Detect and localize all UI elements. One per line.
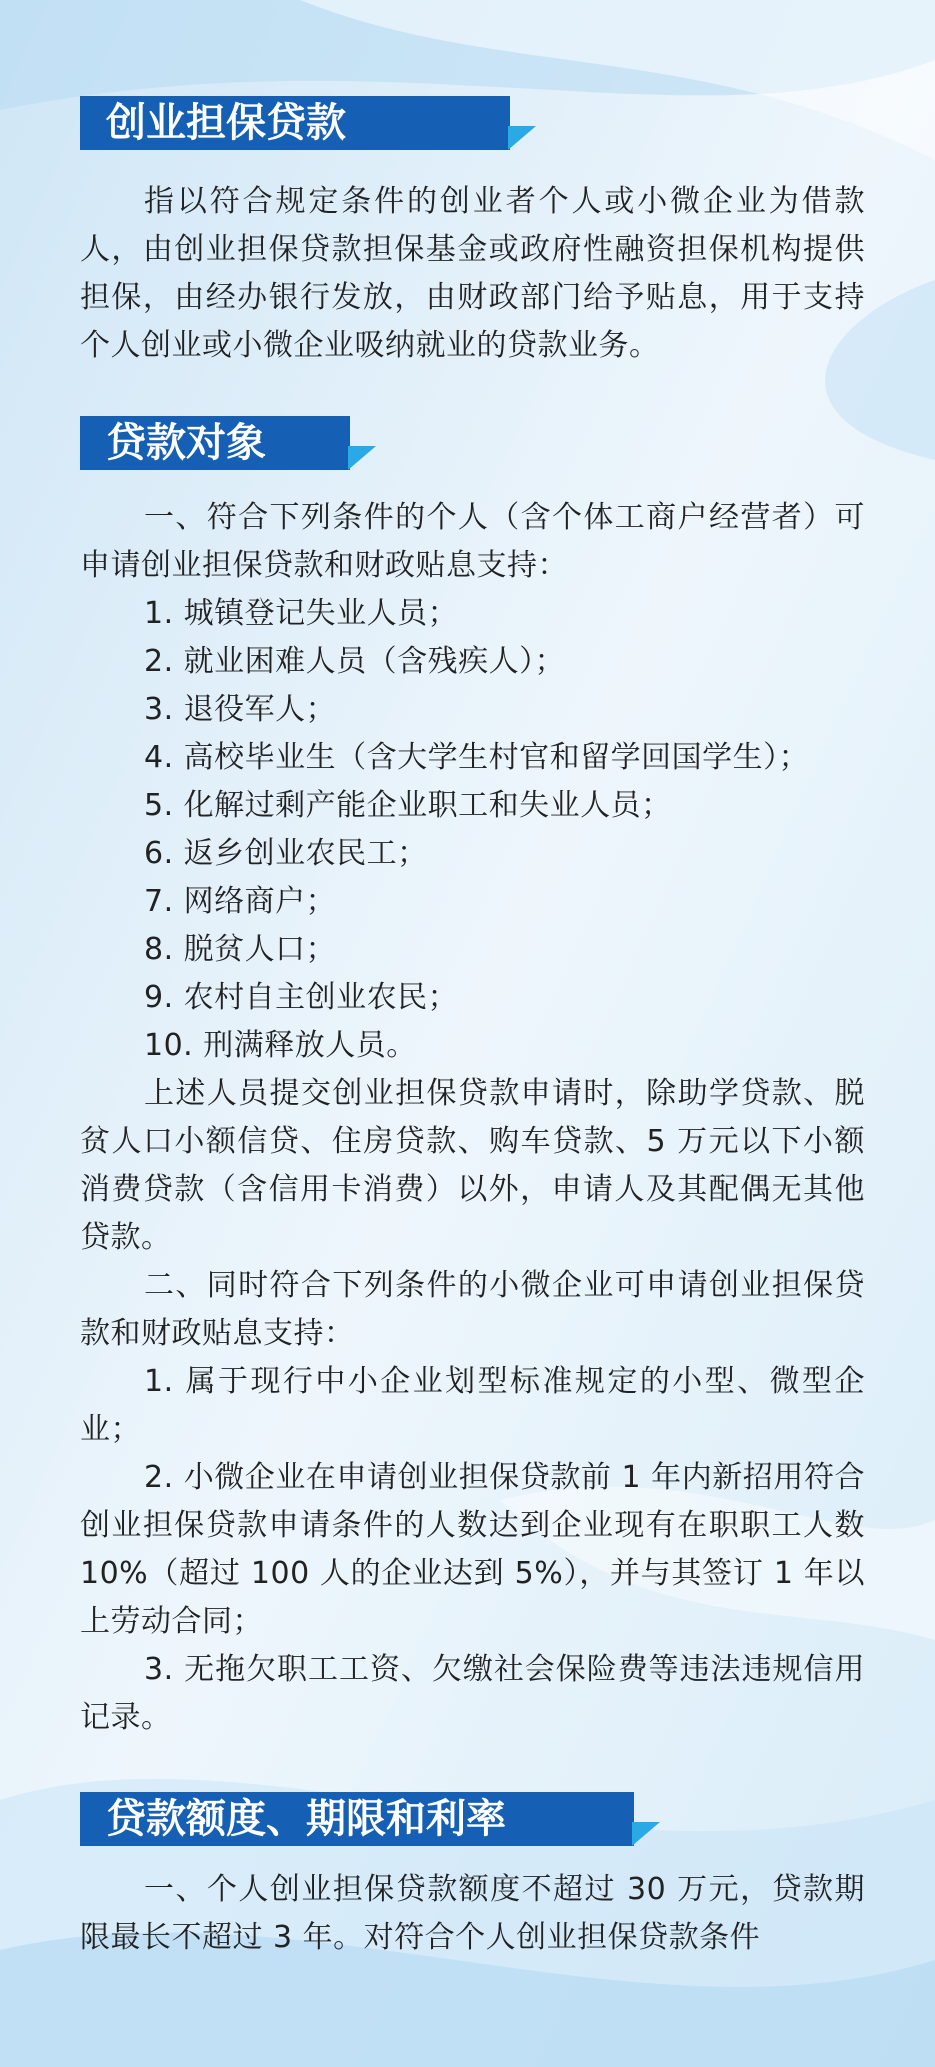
enterprise-criteria-intro: 二、同时符合下列条件的小微企业可申请创业担保贷款和财政贴息支持： xyxy=(80,1268,865,1351)
list-item: 5. 化解过剩产能企业职工和失业人员； xyxy=(144,788,672,823)
exclusion-note: 上述人员提交创业担保贷款申请时，除助学贷款、脱贫人口小额信贷、住房贷款、购车贷款、5 万元以下小额消费贷款（含信用卡消费）以外，申请人及其配偶无其他贷款。 xyxy=(80,1076,865,1255)
header-corner-decoration xyxy=(348,446,376,470)
definition-paragraph: 指以符合规定条件的创业者个人或小微企业为借款人，由创业担保贷款担保基金或政府性融资担保机构提供担保，由经办银行发放，由财政部门给予贴息，用于支持个人创业或小微企业吸纳就业的贷款业务。 xyxy=(80,184,865,363)
list-item: 4. 高校毕业生（含大学生村官和留学回国学生）； xyxy=(144,740,810,775)
header-corner-decoration xyxy=(632,1822,660,1846)
section-header-startup-loan xyxy=(80,96,532,156)
individual-criteria-intro: 一、符合下列条件的个人（含个体工商户经营者）可申请创业担保贷款和财政贴息支持： xyxy=(80,500,865,583)
section-header-loan-targets xyxy=(80,416,372,476)
header-corner-decoration xyxy=(508,126,536,150)
enterprise-criterion: 1. 属于现行中小企业划型标准规定的小型、微型企业； xyxy=(80,1364,865,1447)
list-item: 8. 脱贫人口； xyxy=(144,932,337,967)
loan-limit-paragraph: 一、个人创业担保贷款额度不超过 30 万元，贷款期限最长不超过 3 年。对符合个人创业担保贷款条件 xyxy=(80,1872,865,1955)
list-item: 10. 刑满释放人员。 xyxy=(144,1028,417,1063)
section-title: 贷款对象 xyxy=(80,416,350,470)
section-header-loan-terms xyxy=(80,1792,656,1852)
list-item: 1. 城镇登记失业人员； xyxy=(144,596,459,631)
list-item: 9. 农村自主创业农民； xyxy=(144,980,459,1015)
section-title: 贷款额度、期限和利率 xyxy=(80,1792,634,1846)
section-title: 创业担保贷款 xyxy=(80,96,510,150)
list-item: 6. 返乡创业农民工； xyxy=(144,836,428,871)
enterprise-criterion: 2. 小微企业在申请创业担保贷款前 1 年内新招用符合创业担保贷款申请条件的人数达到企业现有在职职工人数 10%（超过 100 人的企业达到 5%），并与其签订 1 年以上劳动合同； xyxy=(80,1460,865,1639)
list-item: 2. 就业困难人员（含残疾人）； xyxy=(144,644,566,679)
enterprise-criterion: 3. 无拖欠职工工资、欠缴社会保险费等违法违规信用记录。 xyxy=(80,1652,865,1735)
list-item: 3. 退役军人； xyxy=(144,692,337,727)
list-item: 7. 网络商户； xyxy=(144,884,337,919)
document-content xyxy=(80,0,865,1962)
